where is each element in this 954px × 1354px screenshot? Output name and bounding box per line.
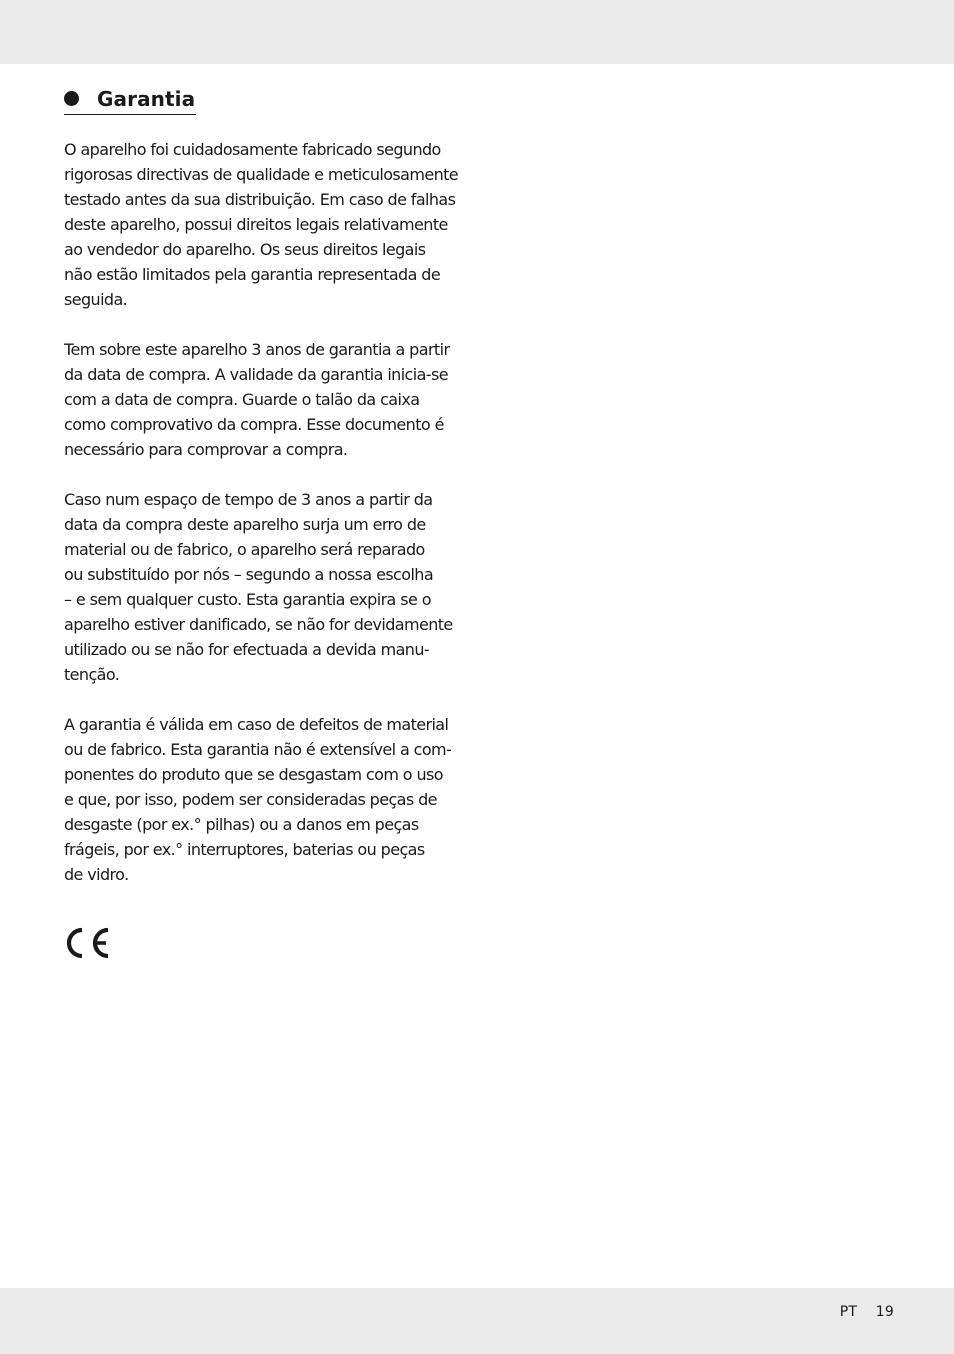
text-line: data da compra deste aparelho surja um erro de bbox=[64, 515, 426, 534]
text-line: testado antes da sua distribuição. Em caso de falhas bbox=[64, 190, 456, 209]
text-line: da data de compra. A validade da garantia inicia-se bbox=[64, 365, 448, 384]
text-line: rigorosas directivas de qualidade e meticulosamente bbox=[64, 165, 459, 184]
text-line: não estão limitados pela garantia representada de bbox=[64, 265, 441, 284]
text-line: ponentes do produto que se desgastam com o uso bbox=[64, 765, 443, 784]
paragraph-3 bbox=[64, 487, 484, 687]
text-line: utilizado ou se não for efectuada a devida manu- bbox=[64, 640, 430, 659]
text-line: A garantia é válida em caso de defeitos de material bbox=[64, 715, 449, 734]
page-number: 19 bbox=[875, 1304, 894, 1320]
text-line: e que, por isso, podem ser consideradas peças de bbox=[64, 790, 437, 809]
text-line: Tem sobre este aparelho 3 anos de garantia a partir bbox=[64, 340, 450, 359]
text-line: aparelho estiver danificado, se não for devidamente bbox=[64, 615, 453, 634]
bottom-footer-band bbox=[0, 1288, 954, 1354]
bullet-icon bbox=[64, 91, 79, 106]
text-line: desgaste (por ex.° pilhas) ou a danos em peças bbox=[64, 815, 419, 834]
section-title: Garantia bbox=[97, 86, 196, 111]
text-line: Caso num espaço de tempo de 3 anos a partir da bbox=[64, 490, 433, 509]
text-line: necessário para comprovar a compra. bbox=[64, 440, 348, 459]
text-line: deste aparelho, possui direitos legais relativamente bbox=[64, 215, 448, 234]
text-line: seguida. bbox=[64, 290, 128, 309]
text-line: de vidro. bbox=[64, 865, 129, 884]
text-line: frágeis, por ex.° interruptores, baterias ou peças bbox=[64, 840, 425, 859]
top-header-band bbox=[0, 0, 954, 64]
text-line: ao vendedor do aparelho. Os seus direitos legais bbox=[64, 240, 426, 259]
paragraph-2 bbox=[64, 337, 484, 462]
text-line: com a data de compra. Guarde o talão da caixa bbox=[64, 390, 420, 409]
text-line: material ou de fabrico, o aparelho será reparado bbox=[64, 540, 425, 559]
text-line: ou de fabrico. Esta garantia não é extensível a com- bbox=[64, 740, 452, 759]
paragraph-4 bbox=[64, 712, 484, 887]
ce-mark-icon bbox=[64, 926, 112, 960]
text-line: – e sem qualquer custo. Esta garantia expira se o bbox=[64, 590, 431, 609]
paragraph-1 bbox=[64, 137, 484, 312]
text-line: O aparelho foi cuidadosamente fabricado segundo bbox=[64, 140, 441, 159]
section-heading bbox=[64, 83, 196, 115]
page-footer bbox=[840, 1304, 894, 1320]
text-line: como comprovativo da compra. Esse documento é bbox=[64, 415, 444, 434]
text-line: ou substituído por nós – segundo a nossa escolha bbox=[64, 565, 434, 584]
warranty-body bbox=[64, 137, 484, 912]
language-code: PT bbox=[839, 1304, 858, 1320]
text-line: tenção. bbox=[64, 665, 120, 684]
